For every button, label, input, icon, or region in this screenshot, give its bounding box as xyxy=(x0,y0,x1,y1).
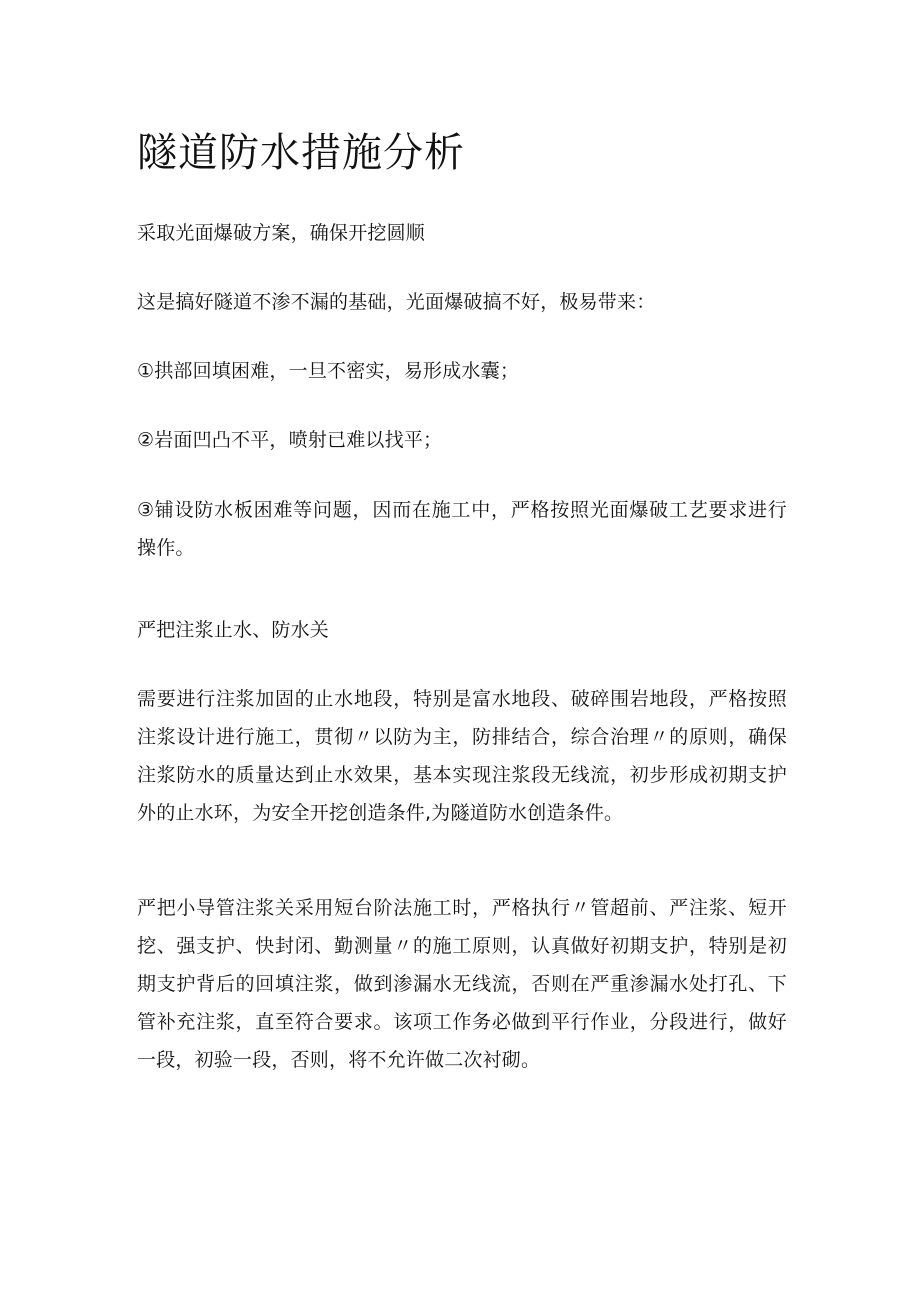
list-item-1: ①拱部回填困难，一旦不密实，易形成水囊； xyxy=(137,360,520,382)
section-heading-blasting: 采取光面爆破方案，确保开挖圆顺 xyxy=(137,222,426,244)
paragraph-small-pipe: 严把小导管注浆关采用短台阶法施工时，严格执行〃管超前、严注浆、短开挖、强支护、快封闭、勤测量〃的施工原则，认真做好初期支护，特别是初期支护背后的回填注浆，做到渗漏水无线流，否则在严重渗漏水处打孔、下管补充注浆，直至符合要求。该项工作务必做到平行作业，分段进行，做好一段，初验一段，否则，将不允许做二次衬砌。 xyxy=(137,897,787,1071)
paragraph-grouting: 需要进行注浆加固的止水地段，特别是富水地段、破碎围岩地段，严格按照注浆设计进行施工，贯彻〃以防为主，防排结合，综合治理〃的原则，确保注浆防水的质量达到止水效果，基本实现注浆段无线流，初步形成初期支护外的止水环，为安全开挖创造条件,为隧道防水创造条件。 xyxy=(137,688,787,824)
list-item-2: ②岩面凹凸不平，喷射已难以找平； xyxy=(137,429,443,451)
paragraph-intro: 这是搞好隧道不渗不漏的基础，光面爆破搞不好，极易带来： xyxy=(137,291,656,313)
document-title: 隧道防水措施分析 xyxy=(137,130,465,176)
section-heading-grouting: 严把注浆止水、防水关 xyxy=(137,619,330,641)
list-item-3: ③铺设防水板困难等问题，因而在施工中，严格按照光面爆破工艺要求进行操作。 xyxy=(137,499,787,559)
